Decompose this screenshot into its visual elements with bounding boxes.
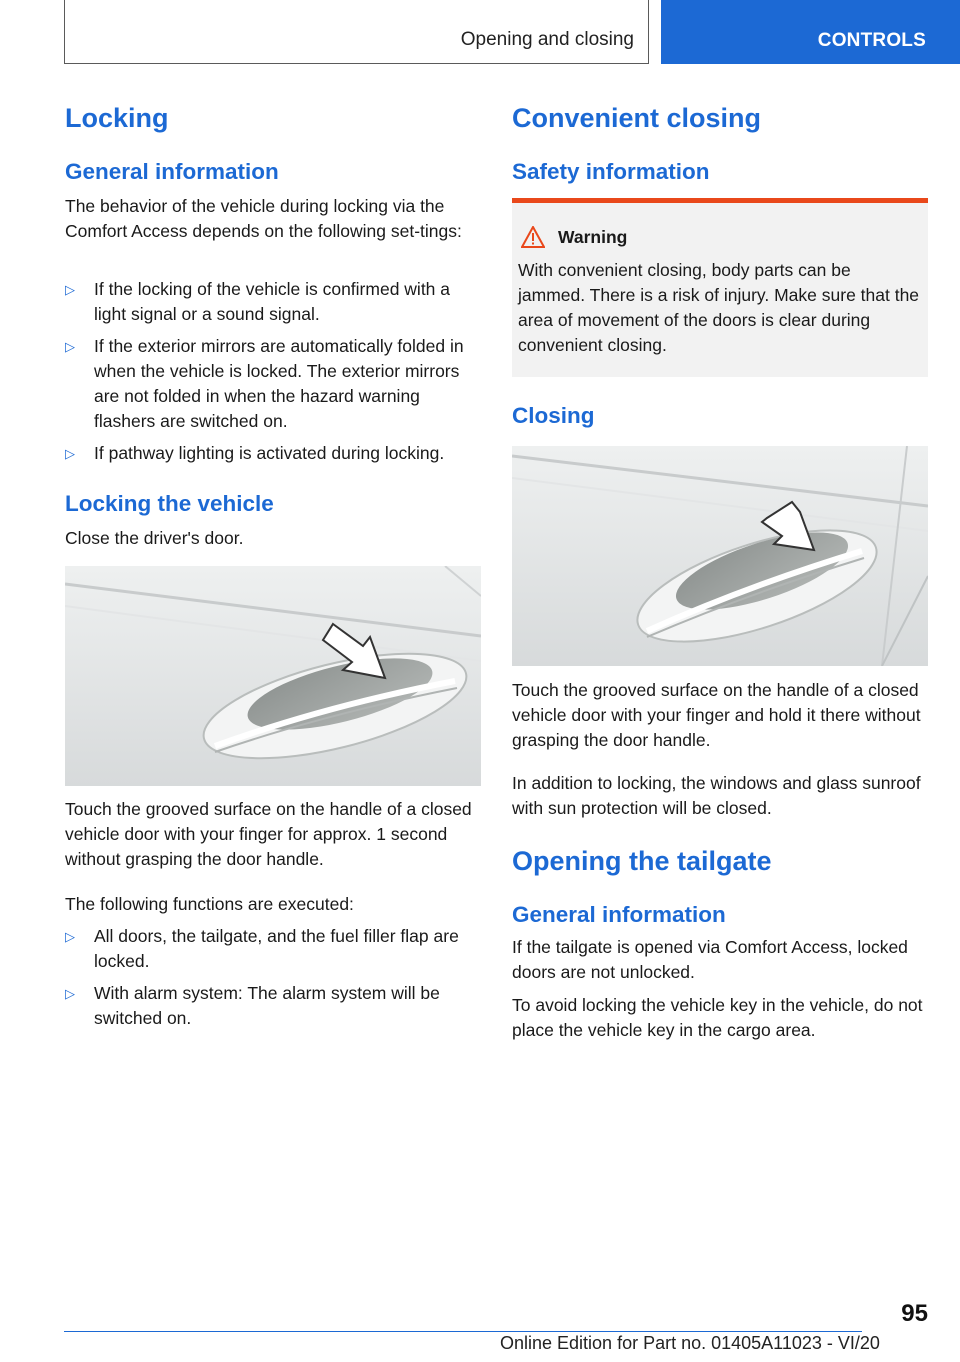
heading-general-information-tailgate: General information	[512, 902, 726, 927]
heading-locking-the-vehicle: Locking the vehicle	[65, 491, 274, 516]
door-handle-illustration	[512, 446, 928, 666]
warning-box	[512, 198, 928, 377]
close-door-text: Close the driver's door.	[65, 528, 244, 548]
door-handle-graphic	[512, 446, 928, 666]
triangle-right-outline-icon: ▷	[65, 339, 75, 354]
triangle-right-outline-icon: ▷	[65, 446, 75, 461]
general-information-text: The behavior of the vehicle during locking via the Comfort Access depends on the following set-tings:	[65, 196, 462, 241]
footer-edition-text: Online Edition for Part no. 01405A11023 - VI/20	[500, 1333, 880, 1353]
header-section-box	[64, 0, 649, 64]
door-handle-illustration	[65, 566, 481, 786]
page-number: 95	[901, 1300, 928, 1327]
triangle-right-outline-icon: ▷	[65, 929, 75, 944]
heading-convenient-closing: Convenient closing	[512, 103, 762, 133]
touch-handle-hold-text: Touch the grooved surface on the handle of a closed vehicle door with your finger and hold it there without grasping the door handle.	[512, 680, 921, 750]
heading-opening-the-tailgate: Opening the tailgate	[512, 846, 772, 876]
warning-title: Warning	[558, 227, 628, 247]
functions-executed-text: The following functions are executed:	[65, 894, 354, 914]
warning-triangle-icon	[521, 226, 545, 248]
header-chapter-title: CONTROLS	[817, 30, 926, 51]
header-section-title: Opening and closing	[460, 29, 634, 50]
touch-handle-text: Touch the grooved surface on the handle of a closed vehicle door with your finger for approx. 1 second without grasping the door handle.	[65, 799, 472, 869]
heading-general-information: General information	[65, 159, 279, 184]
tailgate-info-text: If the tailgate is opened via Comfort Access, locked doors are not unlocked.	[512, 937, 908, 982]
closing-addition-text: In addition to locking, the windows and glass sunroof with sun protection will be closed.	[512, 773, 921, 818]
triangle-right-outline-icon: ▷	[65, 986, 75, 1001]
triangle-right-outline-icon: ▷	[65, 282, 75, 297]
heading-safety-information: Safety information	[512, 159, 710, 184]
warning-text: With convenient closing, body parts can be jammed. There is a risk of injury. Make sure that the area of movement of the doors is clear during convenient closing.	[518, 260, 920, 355]
heading-locking: Locking	[65, 103, 169, 133]
heading-closing: Closing	[512, 403, 595, 428]
footer-divider	[64, 1331, 862, 1332]
door-handle-graphic	[65, 566, 481, 786]
tailgate-key-text: To avoid locking the vehicle key in the vehicle, do not place the vehicle key in the cargo area.	[512, 995, 923, 1040]
header-chapter-box[interactable]	[661, 0, 960, 64]
